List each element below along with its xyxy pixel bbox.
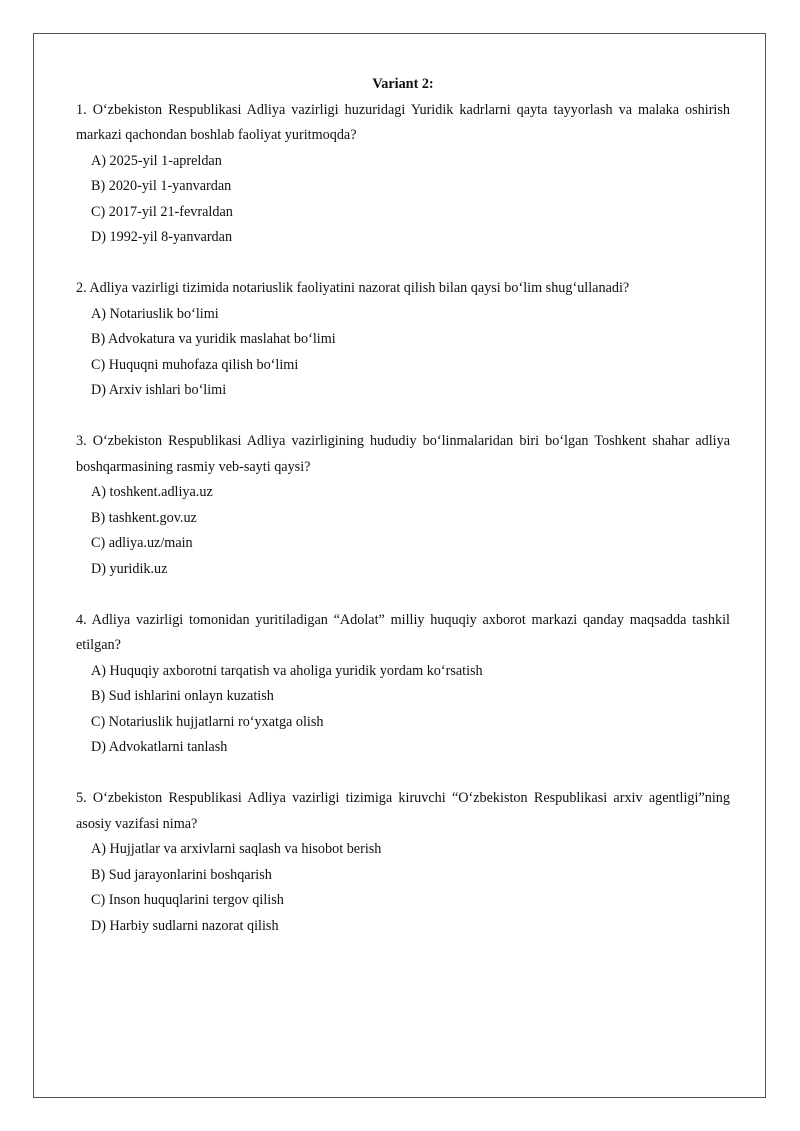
variant-title: Variant 2: bbox=[372, 76, 434, 92]
question-text: 2. Adliya vazirligi tizimida notariuslik faoliyatini nazorat qilish bilan qaysi bo‘lim shug‘ullanadi? bbox=[76, 280, 630, 296]
option-c: C) Huquqni muhofaza qilish bo‘limi bbox=[91, 356, 299, 373]
option-c: C) 2017-yil 21-fevraldan bbox=[91, 203, 233, 220]
option-b: B) 2020-yil 1-yanvardan bbox=[91, 178, 232, 194]
option-b: B) Advokatura va yuridik maslahat bo‘limi bbox=[91, 331, 336, 347]
option-c: C) Inson huquqlarini tergov qilish bbox=[91, 892, 284, 908]
option-a: A) Hujjatlar va arxivlarni saqlash va hisobot berish bbox=[91, 841, 382, 857]
option-c: C) Notariuslik hujjatlarni ro‘yxatga olish bbox=[91, 713, 324, 730]
option-d: D) 1992-yil 8-yanvardan bbox=[91, 229, 233, 245]
option-a: A) Huquqiy axborotni tarqatish va aholiga yuridik yordam ko‘rsatish bbox=[91, 662, 483, 679]
option-c: C) adliya.uz/main bbox=[91, 535, 193, 551]
question-text: 1. O‘zbekiston Respublikasi Adliya vazirligi huzuridagi Yuridik kadrlarni qayta tayyorlash va malaka oshirish markazi qachondan boshlab faoliyat yuritmoqda? bbox=[76, 101, 730, 143]
question-2 bbox=[76, 276, 730, 404]
question-3 bbox=[76, 429, 730, 582]
option-d: D) Harbiy sudlarni nazorat qilish bbox=[91, 917, 279, 934]
option-b: B) tashkent.gov.uz bbox=[91, 509, 197, 526]
option-a: A) Notariuslik bo‘limi bbox=[91, 305, 219, 322]
document-content bbox=[76, 72, 730, 965]
option-b: B) Sud jarayonlarini boshqarish bbox=[91, 866, 272, 883]
option-b: B) Sud ishlarini onlayn kuzatish bbox=[91, 688, 274, 704]
question-text: 5. O‘zbekiston Respublikasi Adliya vazirligi tizimiga kiruvchi “O‘zbekiston Respublikasi arxiv agentligi”ning asosiy vazifasi nima? bbox=[76, 790, 730, 832]
option-a: A) toshkent.adliya.uz bbox=[91, 484, 213, 500]
question-4 bbox=[76, 608, 730, 761]
option-d: D) Arxiv ishlari bo‘limi bbox=[91, 382, 227, 398]
option-d: D) Advokatlarni tanlash bbox=[91, 739, 228, 755]
question-1 bbox=[76, 98, 730, 251]
question-5 bbox=[76, 786, 730, 939]
question-text: 4. Adliya vazirligi tomonidan yuritiladigan “Adolat” milliy huquqiy axborot markazi qanday maqsadda tashkil etilgan? bbox=[76, 611, 730, 653]
option-d: D) yuridik.uz bbox=[91, 560, 168, 577]
question-text: 3. O‘zbekiston Respublikasi Adliya vazirligining hududiy bo‘linmalaridan biri bo‘lgan Toshkent shahar adliya boshqarmasining rasmiy veb-sayti qaysi? bbox=[76, 433, 730, 475]
option-a: A) 2025-yil 1-apreldan bbox=[91, 152, 222, 169]
